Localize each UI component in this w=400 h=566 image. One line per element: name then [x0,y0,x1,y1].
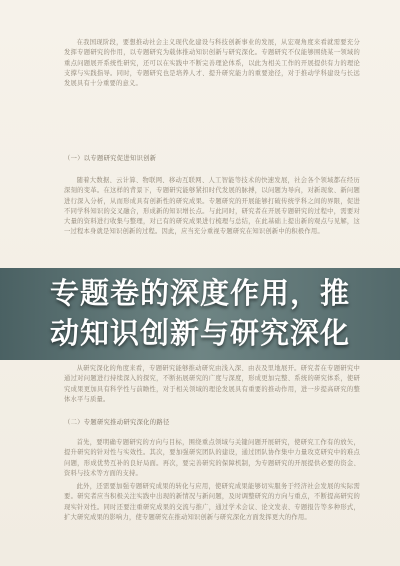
section-heading-1-block [64,154,360,164]
title-overlay-band [0,268,400,360]
paragraph-1: 在我国现阶段，要想推动社会主义现代化建设与科技创新事业的发展，从宏观角度来看就需要充分发挥专题研究的作用，以专题研究为载体推动知识创新与研究深化。专题研究不仅能够围绕某一领域的重点问题展开系统性研究，还可以在实践中不断完善理论体系，以此为相关工作的开展提供有力的理论支撑与实践指导。同时，专题研究也是培养人才、提升研究能力的重要途径，对于推动学科建设与长远发展具有十分重要的意义。 [64,39,360,88]
paragraph-5: 首先，要明确专题研究的方向与目标，围绕重点领域与关键问题开展研究，使研究工作有的放矢，提升研究的针对性与实效性。其次，要加强研究团队的建设，通过团队协作集中力量攻克研究中的难点问题，形成优势互补的良好局面。再次，要完善研究的保障机制，为专题研究的开展提供必要的资金、资料与技术等方面的支持。 [64,439,360,477]
section-heading-2: （二）专题研究推动研究深化的路径 [64,419,170,426]
paragraph-4: 从研究深化的角度来看，专题研究能够推动研究由浅入深、由表及里地展开。研究者在专题研究中通过对问题进行持续深入的探究，不断拓展研究的广度与深度，形成更加完整、系统的研究体系，使研究成果更加具有科学性与前瞻性，对于相关领域的理论发展具有重要的推动作用，进一步提高研究的整体水平与质量。 [64,365,360,403]
overlay-title-line-2: 动知识创新与研究深化 [49,316,350,350]
text-block-after-overlay [64,364,360,405]
section-heading-1: （一）以专题研究促进知识创新 [64,155,157,162]
text-block-middle [64,176,360,238]
text-block-bottom [64,438,360,523]
paragraph-2: 随着大数据、云计算、物联网、移动互联网、人工智能等技术的快速发展，社会各个领域都在经历深刻的变革。在这样的背景下，专题研究能够紧扣时代发展的脉搏，以问题为导向，对新现象、新问题进行深入分析，从而形成具有创新性的研究成果。专题研究的开展能够打破传统学科之间的界限，促进不同学科知识的交叉融合，形成新的知识增长点。与此同时，研究者在开展专题研究的过程中，需要对大量的资料进行收集与整理，对已有的研究成果进行梳理与总结，在此基础上提出新的观点与见解，这一过程本身就是知识创新的过程。因此，应当充分重视专题研究在知识创新中的积极作用。 [64,177,360,236]
text-block-top [64,38,360,89]
paragraph-6: 此外，还需要加强专题研究成果的转化与应用，使研究成果能够切实服务于经济社会发展的实际需要。研究者应当积极关注实践中出现的新情况与新问题，及时调整研究的方向与重点，不断提高研究的现实针对性。同时还要注重研究成果的交流与推广，通过学术会议、论文发表、专题报告等多种形式，扩大研究成果的影响力，使专题研究在推动知识创新与研究深化方面发挥更大的作用。 [64,483,360,522]
overlay-title-line-1: 专题卷的深度作用，推 [49,276,350,310]
section-heading-2-block [64,418,360,428]
